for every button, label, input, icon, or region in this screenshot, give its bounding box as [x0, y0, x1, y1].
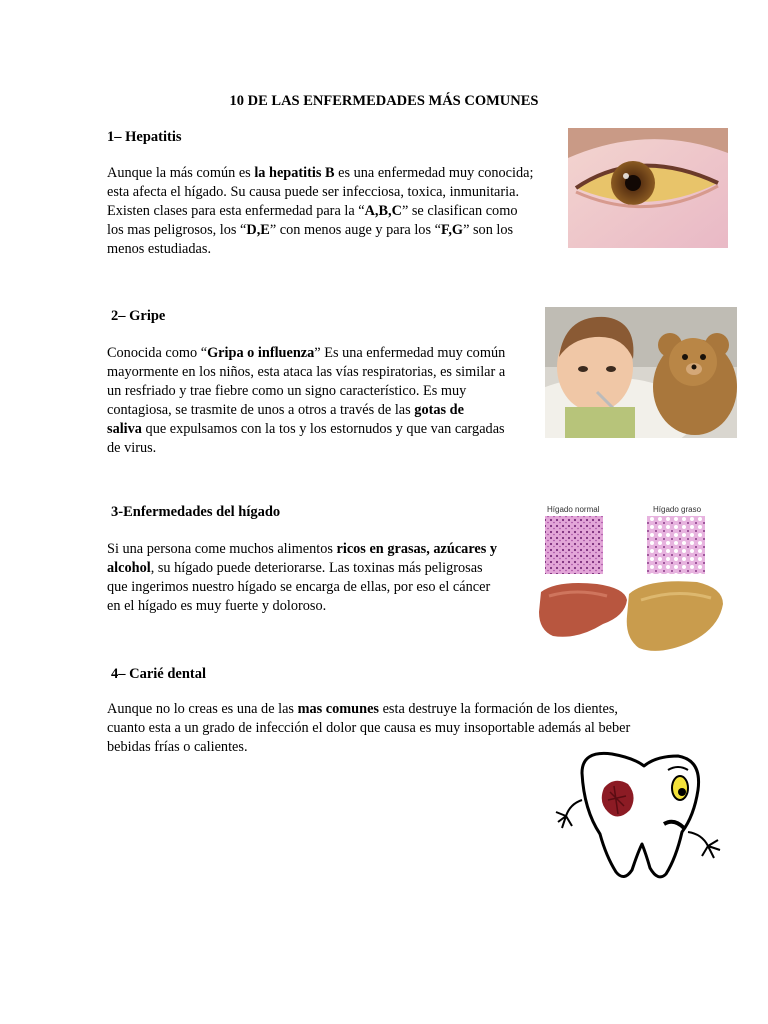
paragraph-line: de virus. — [107, 440, 157, 456]
paragraph-line: alcohol, su hígado puede deteriorarse. Las toxinas más peligrosas — [107, 560, 483, 576]
label-higado-normal: Hígado normal — [547, 505, 600, 514]
bold-text: A,B,C — [364, 203, 402, 219]
document-title: 10 DE LAS ENFERMEDADES MÁS COMUNES — [229, 93, 539, 109]
bold-text: alcohol — [107, 560, 151, 576]
bold-text: mas comunes — [297, 701, 379, 717]
section-heading-gripe: 2– Gripe — [111, 308, 166, 324]
paragraph-line: Conocida como “Gripa o influenza” Es una enfermedad muy común — [107, 345, 506, 361]
paragraph-line: esta afecta el hígado. Su causa puede ser infecciosa, toxica, inmunitaria. — [107, 184, 520, 200]
cartoon-tooth-with-cavity-image — [552, 748, 722, 883]
paragraph-line: mayormente en los niños, esta ataca las vías respiratorias, es similar a — [107, 364, 506, 380]
label-higado-graso: Hígado graso — [653, 505, 702, 514]
paragraph-line: cuanto esta a un grado de infección el dolor que causa es muy insoportable además al beber — [107, 720, 631, 736]
paragraph-line: que ingerimos nuestro hígado se encarga de ellas, por eso el cáncer — [107, 579, 491, 595]
bold-text: Gripa o influenza — [207, 345, 315, 361]
bold-text: gotas de — [414, 402, 464, 418]
yellow-eye-image — [568, 128, 728, 248]
bold-text: ricos en grasas, azúcares y — [336, 541, 498, 557]
section-paragraph-gripe — [107, 344, 505, 458]
liver-comparison-image — [537, 500, 727, 655]
paragraph-line: bebidas frías o calientes. — [107, 739, 248, 755]
paragraph-line: Existen clases para esta enfermedad para la “A,B,C” se clasifican como — [107, 203, 518, 219]
paragraph-line: contagiosa, se trasmite de unos a otros a través de las gotas de — [107, 402, 464, 418]
paragraph-line: Aunque la más común es la hepatitis B es una enfermedad muy conocida; — [107, 165, 534, 181]
bold-text: la hepatitis B — [254, 165, 335, 181]
section-heading-carie: 4– Carié dental — [111, 666, 207, 682]
paragraph-line: en el hígado es muy fuerte y doloroso. — [107, 598, 327, 614]
paragraph-line: un resfriado y trae fiebre como un signo característico. Es muy — [107, 383, 467, 399]
paragraph-line: saliva que expulsamos con la tos y los estornudos y que van cargadas — [107, 421, 505, 437]
section-paragraph-higado — [107, 540, 497, 616]
bold-text: saliva — [107, 421, 142, 437]
sick-child-with-teddy-bear-image — [545, 307, 737, 438]
paragraph-line: Si una persona come muchos alimentos ricos en grasas, azúcares y — [107, 541, 498, 557]
paragraph-line: los mas peligrosos, los “D,E” con menos auge y para los “F,G” son los — [107, 222, 514, 238]
paragraph-line: Aunque no lo creas es una de las mas comunes esta destruye la formación de los dientes, — [107, 701, 618, 717]
bold-text: D,E — [246, 222, 270, 238]
section-heading-higado: 3-Enfermedades del hígado — [111, 504, 281, 520]
paragraph-line: menos estudiadas. — [107, 241, 212, 257]
section-paragraph-hepatitis — [107, 164, 533, 259]
section-heading-hepatitis: 1– Hepatitis — [107, 129, 182, 145]
bold-text: F,G — [440, 222, 464, 238]
